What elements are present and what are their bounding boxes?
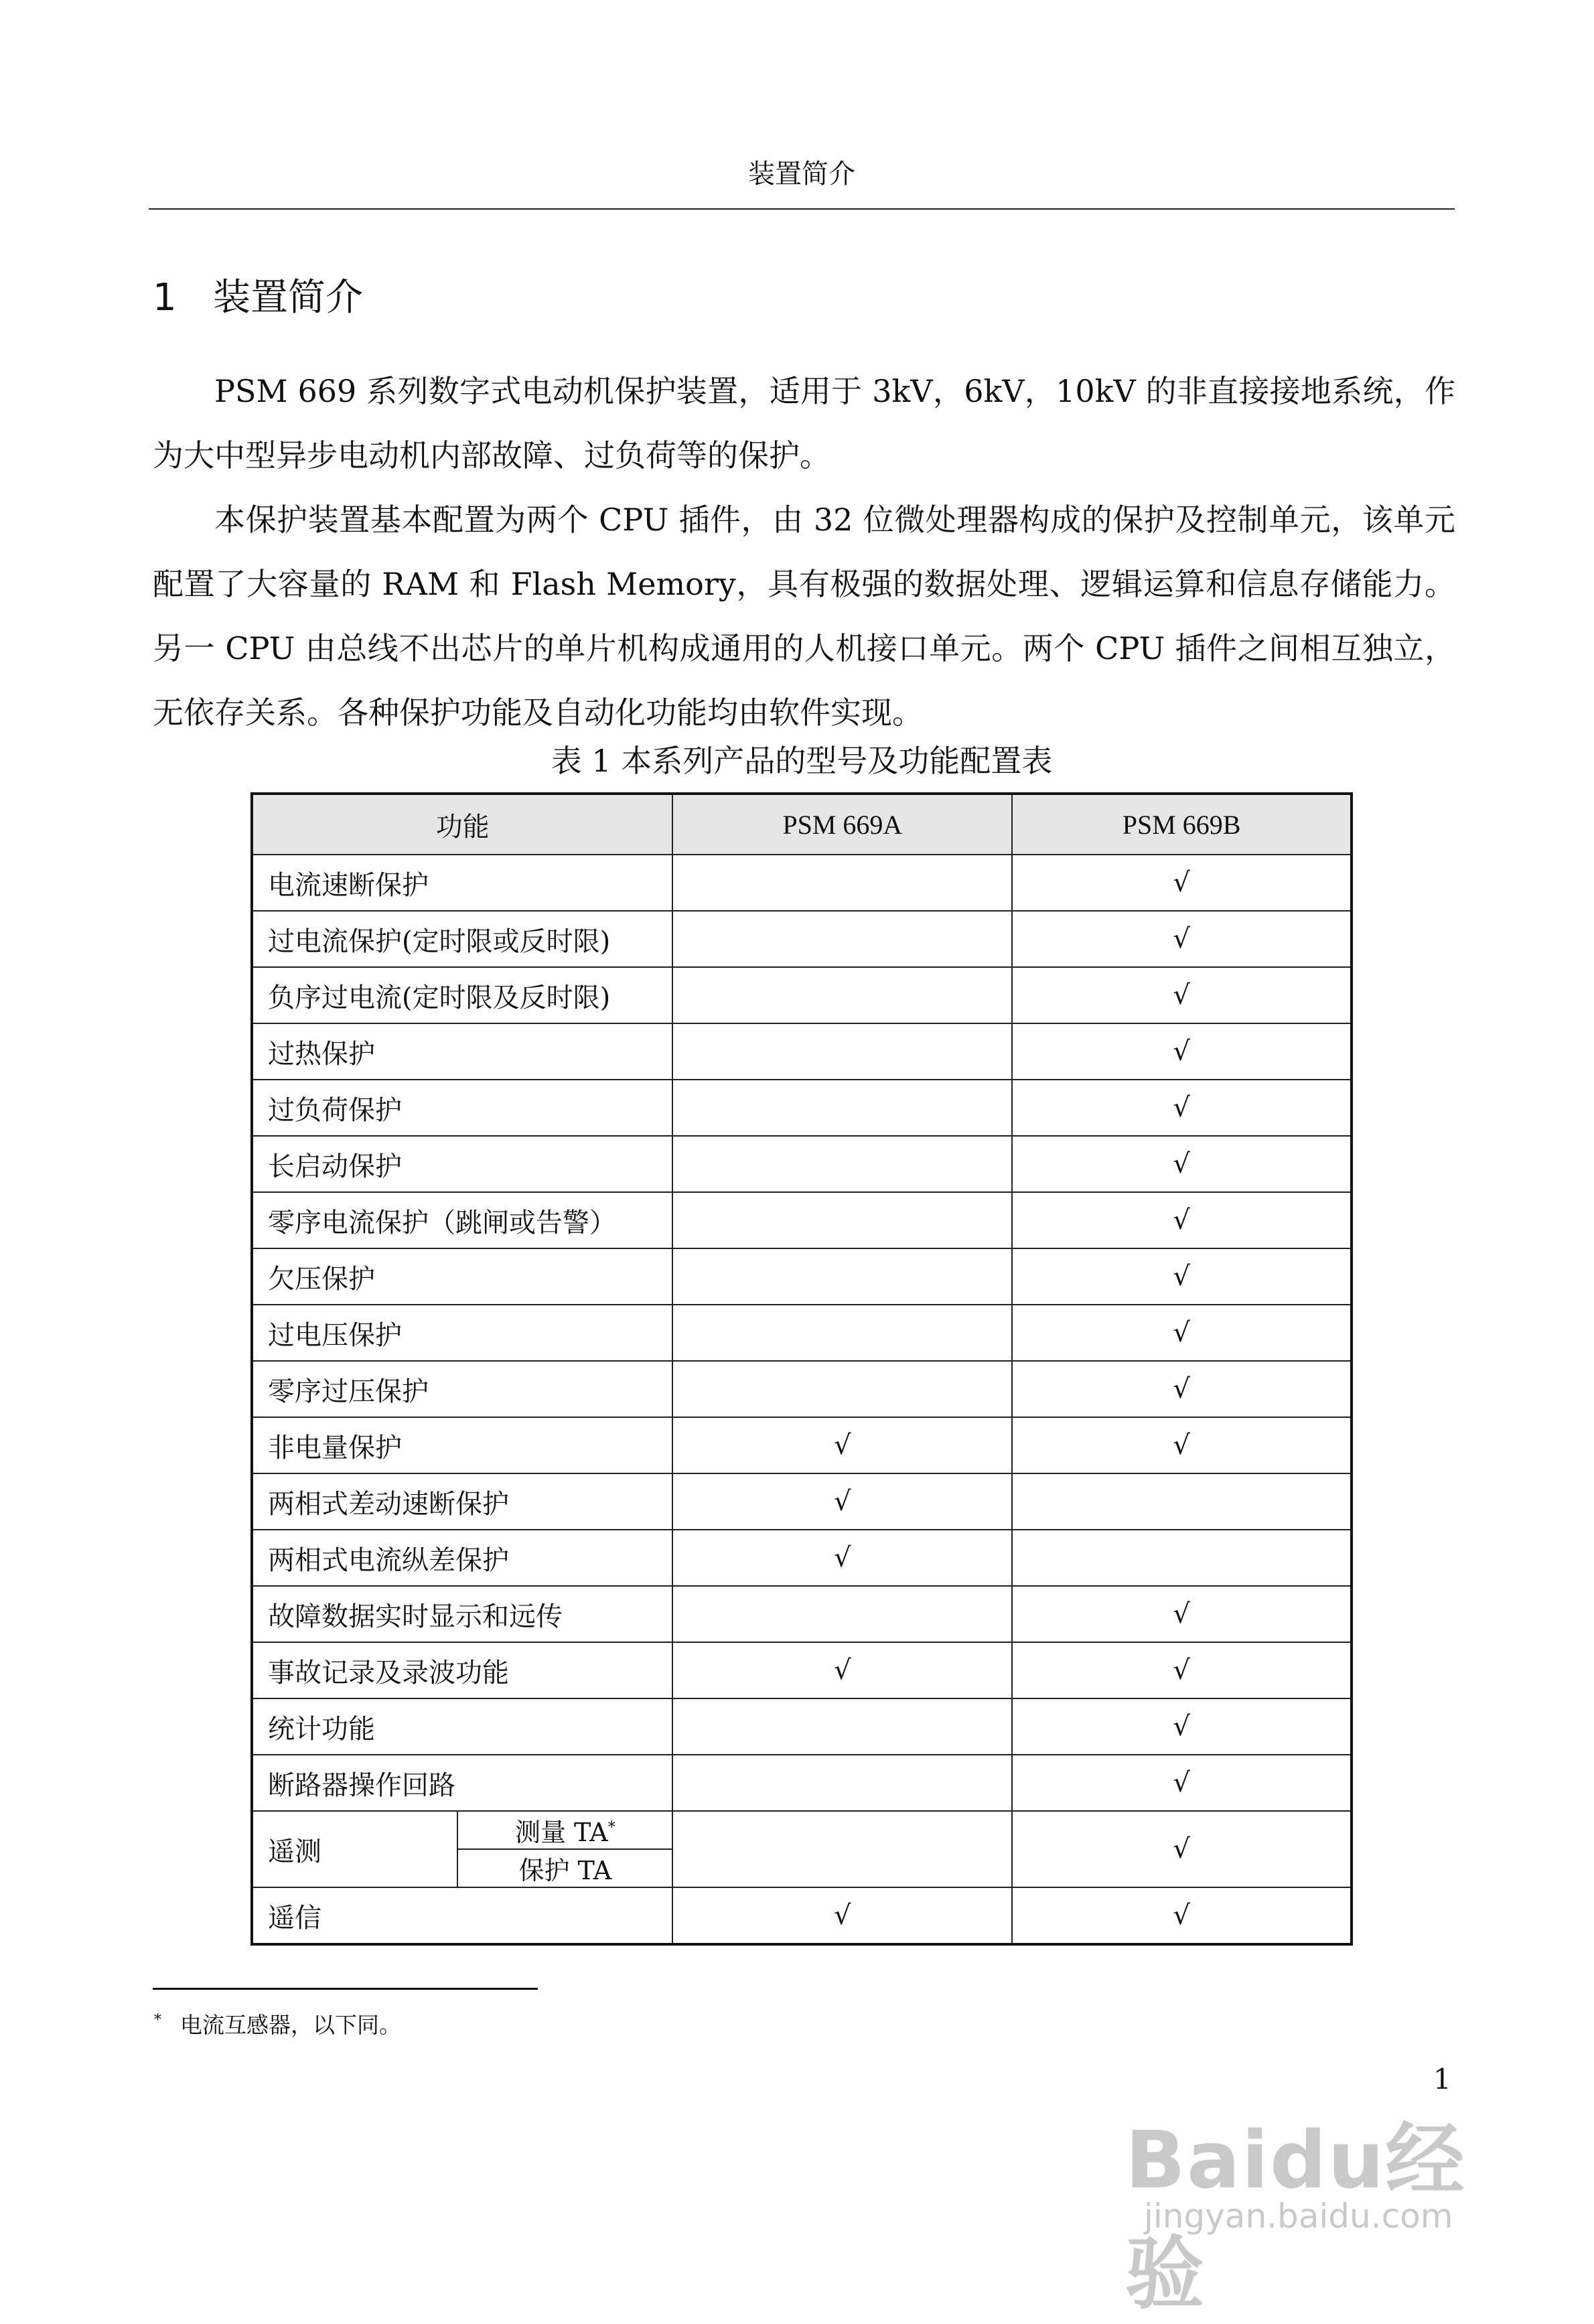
model-b-cell: √ [1012,911,1352,967]
function-cell: 零序电流保护（跳闸或告警） [252,1192,672,1248]
model-a-cell: √ [672,1642,1012,1698]
model-b-cell: √ [1012,1192,1352,1248]
table-row [252,1473,1352,1530]
function-cell: 过热保护 [252,1023,672,1080]
table-row [252,1755,1352,1811]
function-cell: 故障数据实时显示和远传 [252,1586,672,1642]
table-row [252,911,1352,967]
footnote-rule [153,1988,538,1990]
function-cell: 过电流保护(定时限或反时限) [252,911,672,967]
function-cell: 断路器操作回路 [252,1755,672,1811]
function-cell: 事故记录及录波功能 [252,1642,672,1698]
model-b-cell: √ [1012,1586,1352,1642]
function-cell: 过负荷保护 [252,1080,672,1136]
model-a-cell [672,1080,1012,1136]
telesignal-model-a: √ [672,1887,1012,1944]
header-model-b: PSM 669B [1012,794,1352,855]
function-cell: 零序过压保护 [252,1361,672,1417]
model-a-cell [672,1361,1012,1417]
table-row-telesignal [252,1887,1352,1944]
telemetry-sub-protect: 保护 TA [457,1849,672,1887]
table-row [252,1136,1352,1192]
model-a-cell: √ [672,1473,1012,1530]
telesignal-model-b: √ [1012,1887,1352,1944]
model-a-cell [672,1192,1012,1248]
model-a-cell [672,1023,1012,1080]
model-b-cell: √ [1012,1248,1352,1305]
function-cell: 过电压保护 [252,1305,672,1361]
model-a-cell [672,855,1012,911]
table-row [252,1698,1352,1755]
table-caption: 表 1 本系列产品的型号及功能配置表 [551,743,1053,779]
watermark-url: jingyan.baidu.com [1144,2197,1453,2236]
table-row-telemetry [252,1811,1352,1849]
model-a-cell [672,1248,1012,1305]
function-cell: 电流速断保护 [252,855,672,911]
model-b-cell [1012,1530,1352,1586]
table-row [252,1586,1352,1642]
section-title: 装置简介 [213,276,363,319]
function-cell: 欠压保护 [252,1248,672,1305]
function-config-table [250,792,1353,1946]
model-a-cell [672,1136,1012,1192]
table-row [252,1530,1352,1586]
model-b-cell: √ [1012,1698,1352,1755]
model-b-cell: √ [1012,855,1352,911]
model-a-cell [672,1305,1012,1361]
table-row [252,1080,1352,1136]
model-b-cell [1012,1473,1352,1530]
page-number: 1 [1433,2063,1451,2096]
intro-paragraph: PSM 669 系列数字式电动机保护装置，适用于 3kV，6kV，10kV 的非直接接地系统，作为大中型异步电动机内部故障、过负荷等的保护。 [153,373,1455,474]
table-row [252,855,1352,911]
baidu-watermark [1125,2096,1527,2320]
function-cell: 两相式电流纵差保护 [252,1530,672,1586]
watermark-logo: Baidu经验 [1125,2114,1466,2320]
telemetry-sub-measure-text: 测量 TA [514,1818,608,1847]
model-b-cell: √ [1012,1305,1352,1361]
model-b-cell: √ [1012,967,1352,1023]
model-a-cell [672,911,1012,967]
running-header: 装置简介 [149,153,1455,210]
model-b-cell: √ [1012,1417,1352,1473]
footnote-ref: * [607,1819,615,1836]
model-b-cell: √ [1012,1080,1352,1136]
function-cell: 两相式差动速断保护 [252,1473,672,1530]
model-a-cell [672,1755,1012,1811]
function-cell: 统计功能 [252,1698,672,1755]
header-model-a: PSM 669A [672,794,1012,855]
table-row [252,1361,1352,1417]
config-paragraph: 本保护装置基本配置为两个 CPU 插件，由 32 位微处理器构成的保护及控制单元，该单元配置了大容量的 RAM 和 Flash Memory，具有极强的数据处理、逻辑运算和信息存储能力。另一 CPU 由总线不出芯片的单片机构成通用的人机接口单元。两个 CPU 插件之间相互独立，无依存关系。各种保护功能及自动化功能均由软件实现。 [153,502,1455,731]
header-function: 功能 [252,794,672,855]
model-a-cell [672,967,1012,1023]
telemetry-model-b: √ [1012,1811,1352,1887]
section-heading [153,268,363,321]
table-row [252,1417,1352,1473]
model-b-cell: √ [1012,1755,1352,1811]
function-cell: 长启动保护 [252,1136,672,1192]
model-b-cell: √ [1012,1023,1352,1080]
model-a-cell: √ [672,1530,1012,1586]
table-row [252,1023,1352,1080]
table-row [252,967,1352,1023]
table-row [252,1248,1352,1305]
telemetry-model-a [672,1811,1012,1887]
telesignal-label: 遥信 [252,1887,672,1944]
table-row [252,1192,1352,1248]
model-a-cell [672,1586,1012,1642]
function-cell: 非电量保护 [252,1417,672,1473]
telemetry-sub-measure [457,1811,672,1849]
function-cell: 负序过电流(定时限及反时限) [252,967,672,1023]
footnote-text: 电流互感器，以下同。 [180,2012,401,2038]
model-a-cell [672,1698,1012,1755]
model-b-cell: √ [1012,1642,1352,1698]
table-row [252,1305,1352,1361]
model-b-cell: √ [1012,1361,1352,1417]
footnote-mark: * [154,2012,161,2029]
model-a-cell: √ [672,1417,1012,1473]
section-number: 1 [153,276,177,319]
table-header-row [252,794,1352,855]
table-row [252,1642,1352,1698]
telemetry-label: 遥测 [252,1811,457,1887]
footnote [154,2008,401,2039]
model-b-cell: √ [1012,1136,1352,1192]
